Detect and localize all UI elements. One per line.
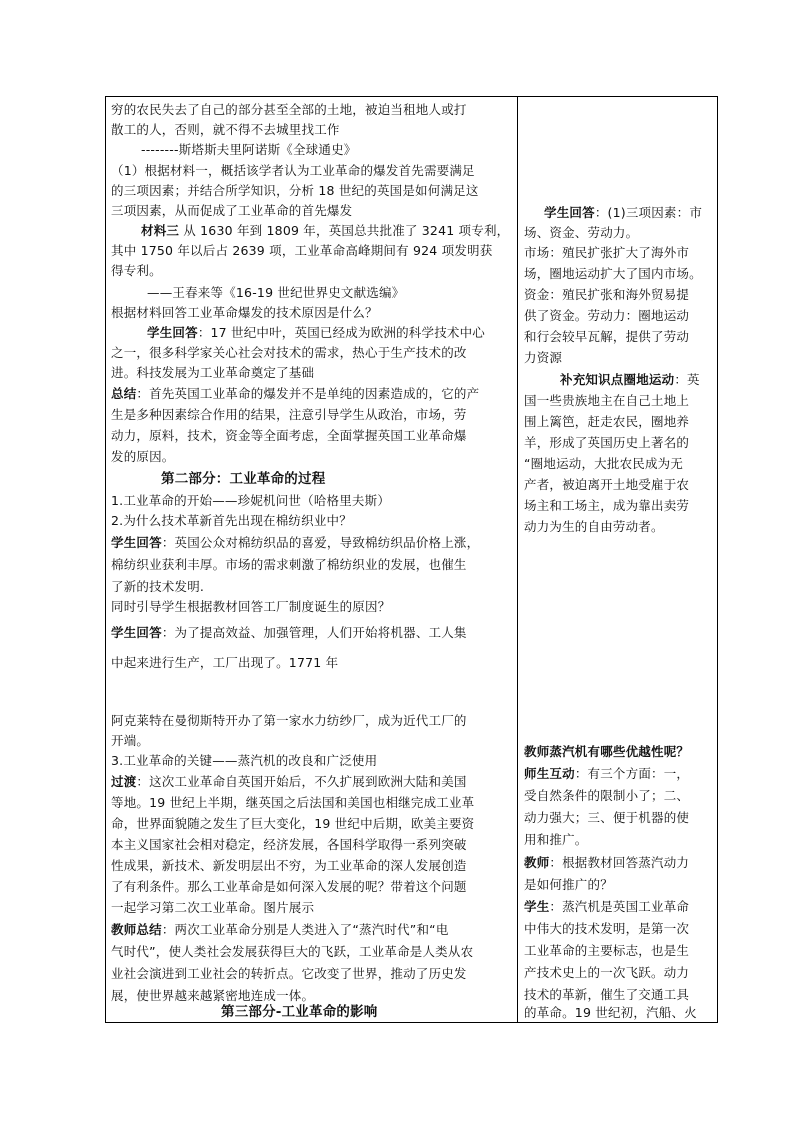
text-line: 展，使世界越来越紧密地连成一体。	[111, 988, 315, 1003]
right-line: 场主和工场主，成为靠出卖劳	[524, 498, 690, 513]
right-line: 工业革命的主要标志，也是生	[524, 943, 690, 958]
text-line: 性成果，新技术、新发明层出不穷，为工业革命的深人发展创造	[111, 858, 467, 873]
source-citation: ——王春来等《16-19 世纪世界史文献选编》	[147, 285, 405, 300]
answer-text: ：(1)三项因素：市	[594, 205, 703, 220]
answer-text: ：英国公众对棉纺织品的喜爱，导致棉纺织品价格上涨，	[161, 535, 480, 550]
text-line: 之一，很多科学家关心社会对技术的需求，热心于生产技术的改	[111, 345, 467, 360]
text-line: 棉纺织业获利丰厚。市场的需求刺激了棉纺织业的发展，也催生	[111, 557, 467, 572]
student-answer-line-1	[111, 533, 511, 552]
right-line: 羊，形成了英国历史上著名的	[524, 435, 690, 450]
text-line: 命，世界面貌随之发生了巨大变化，19 世纪中后期，欧美主要资	[111, 816, 475, 831]
text-line: 得专利。	[111, 263, 162, 278]
right-line	[560, 370, 750, 389]
teacher-label: 教师	[524, 855, 550, 870]
teacher-summary-label: 教师总结	[111, 922, 162, 937]
right-line: 围上篱笆，赶走农民，圈地养	[524, 414, 690, 429]
text-line: 2.为什么技术革新首先出现在棉纺织业中？	[111, 513, 352, 528]
text-line: 了新的技术发明.	[111, 579, 205, 594]
right-line: 动力强大；三、便于机器的使	[524, 810, 690, 825]
right-line: 资金：殖民扩张和海外贸易提	[524, 287, 690, 302]
text-line: 一起学习第二次工业革命。图片展示	[111, 900, 315, 915]
right-line: 国一些贵族地主在自己土地上	[524, 393, 690, 408]
right-line: 教师蒸汽机有哪些优越性呢？	[524, 744, 690, 759]
text-line: 其中 1750 年以后占 2639 项，工业革命高峰期间有 924 项发明获	[111, 243, 493, 258]
right-line	[524, 764, 714, 783]
text-line: 1.工业革命的开始——珍妮机问世（哈格里夫斯）	[111, 493, 391, 508]
part-2-title: 第二部分：工业革命的过程	[161, 471, 326, 487]
text-line: 气时代”，使人类社会发展获得巨大的飞跃，工业革命是人类从农	[111, 944, 474, 959]
supplement-label: 补充知识点圈地运动	[560, 372, 675, 387]
right-line: “圈地运动，大批农民成为无	[524, 456, 684, 471]
interaction-label: 师生互动	[524, 766, 575, 781]
summary-line-1	[111, 384, 511, 403]
text-line: 动力，原料，技术，资金等全面考虑，全面掌握英国工业革命爆	[111, 428, 467, 443]
source-citation: --------斯塔斯夫里阿诺斯《全球通史》	[141, 142, 357, 157]
teacher-summary-line-1	[111, 920, 511, 939]
text-line: 3.工业革命的关键——蒸汽机的改良和广泛使用	[111, 753, 378, 768]
text-line: 生是多种因素综合作用的结果，注意引导学生从政治，市场，劳	[111, 407, 467, 422]
text-line: 中起来进行生产，工厂出现了。1771 年	[111, 655, 339, 670]
right-line: 产技术史上的一次飞跃。动力	[524, 965, 690, 980]
summary-text: ：首先英国工业革命的爆发并不是单纯的因素造成的，它的产	[136, 386, 480, 401]
right-line: 场，圈地运动扩大了国内市场。	[524, 266, 702, 281]
lesson-plan-table	[105, 96, 718, 1023]
answer-label: 学生回答	[111, 625, 162, 640]
right-line	[544, 203, 734, 222]
part-3-title: 第三部分-工业革命的影响	[221, 1004, 378, 1020]
right-line: 供了资金。劳动力：圈地运动	[524, 308, 690, 323]
right-line	[524, 853, 714, 872]
transition-text: ：这次工业革命自英国开始后，不久扩展到欧洲大陆和美国	[136, 774, 467, 789]
summary-label: 总结	[111, 386, 137, 401]
supplement-text: ：英	[674, 372, 700, 387]
question-2: 根据材料回答工业革命爆发的技术原因是什么？	[111, 305, 378, 320]
transition-label: 过渡	[111, 774, 137, 789]
text-line: 了有利条件。那么工业革命是如何深入发展的呢？带着这个问题	[111, 879, 467, 894]
answer-text: ：为了提高效益、加强管理，人们开始将机器、工人集	[161, 625, 467, 640]
right-line: 用和推广。	[524, 832, 588, 847]
text-line: 进。科技发展为工业革命奠定了基础	[111, 365, 315, 380]
text-line: 阿克莱特在曼彻斯特开办了第一家水力纺纱厂，成为近代工厂的	[111, 713, 467, 728]
teacher-summary-text: ：两次工业革命分别是人类进入了“蒸汽时代”和“电	[161, 922, 449, 937]
question-1-line-1: （1）根据材料一，概括该学者认为工业革命的爆发首先需要满足	[111, 163, 475, 178]
material-3-text: 从 1630 年到 1809 年，英国总共批准了 3241 项专利，	[179, 223, 510, 238]
material-3-label: 材料三	[141, 223, 180, 238]
transition-line-1	[111, 772, 511, 791]
question-1-line-3: 三项因素，从而促成了工业革命的首先爆发	[111, 203, 353, 218]
right-line: 的革命。19 世纪初，汽船、火	[524, 1005, 697, 1020]
teacher-text: ：根据教材回答蒸汽动力	[549, 855, 690, 870]
answer-text: ：17 世纪中叶，英国已经成为欧洲的科学技术中心	[197, 325, 485, 340]
text-line: 等地。19 世纪上半期，继英国之后法国和美国也相继完成工业革	[111, 795, 475, 810]
text-line: 穷的农民失去了自己的部分甚至全部的土地，被迫当租地人或打	[111, 102, 467, 117]
right-line: 场、资金、劳动力。	[524, 225, 639, 240]
answer-label: 学生回答	[111, 535, 162, 550]
student-label: 学生	[524, 899, 550, 914]
right-line: 受自然条件的限制小了；二、	[524, 788, 690, 803]
right-line	[524, 897, 714, 916]
right-line: 动力为生的自由劳动者。	[524, 519, 664, 534]
answer-label: 学生回答	[147, 325, 198, 340]
right-line: 技术的革新，催生了交通工具	[524, 987, 690, 1002]
right-line: 和行会较早瓦解，提供了劳动	[524, 329, 690, 344]
text-line: 散工的人，否则，就不得不去城里找工作	[111, 122, 340, 137]
text-line: 同时引导学生根据教材回答工厂制度诞生的原因？	[111, 599, 391, 614]
text-line: 业社会演进到工业社会的转折点。它改变了世界，推动了历史发	[111, 966, 467, 981]
right-line: 中伟大的技术发明，是第一次	[524, 921, 690, 936]
student-answer-line-1	[111, 623, 511, 642]
answer-label: 学生回答	[544, 205, 595, 220]
text-line: 本主义国家社会相对稳定，经济发展，各国科学取得一系列突破	[111, 837, 467, 852]
right-line: 市场：殖民扩张扩大了海外市	[524, 245, 690, 260]
student-answer-line-1	[147, 323, 547, 342]
right-line: 产者，被迫离开土地受雇于农	[524, 477, 690, 492]
question-1-line-2: 的三项因素；并结合所学知识，分析 18 世纪的英国是如何满足这	[111, 183, 479, 198]
student-text: ：蒸汽机是英国工业革命	[549, 899, 690, 914]
right-line: 是如何推广的？	[524, 877, 613, 892]
interaction-text: ：有三个方面：一，	[574, 766, 690, 781]
right-line: 力资源	[524, 350, 563, 365]
text-line: 发的原因。	[111, 449, 175, 464]
material-3-line-1	[141, 221, 541, 240]
text-line: 开端。	[111, 733, 150, 748]
